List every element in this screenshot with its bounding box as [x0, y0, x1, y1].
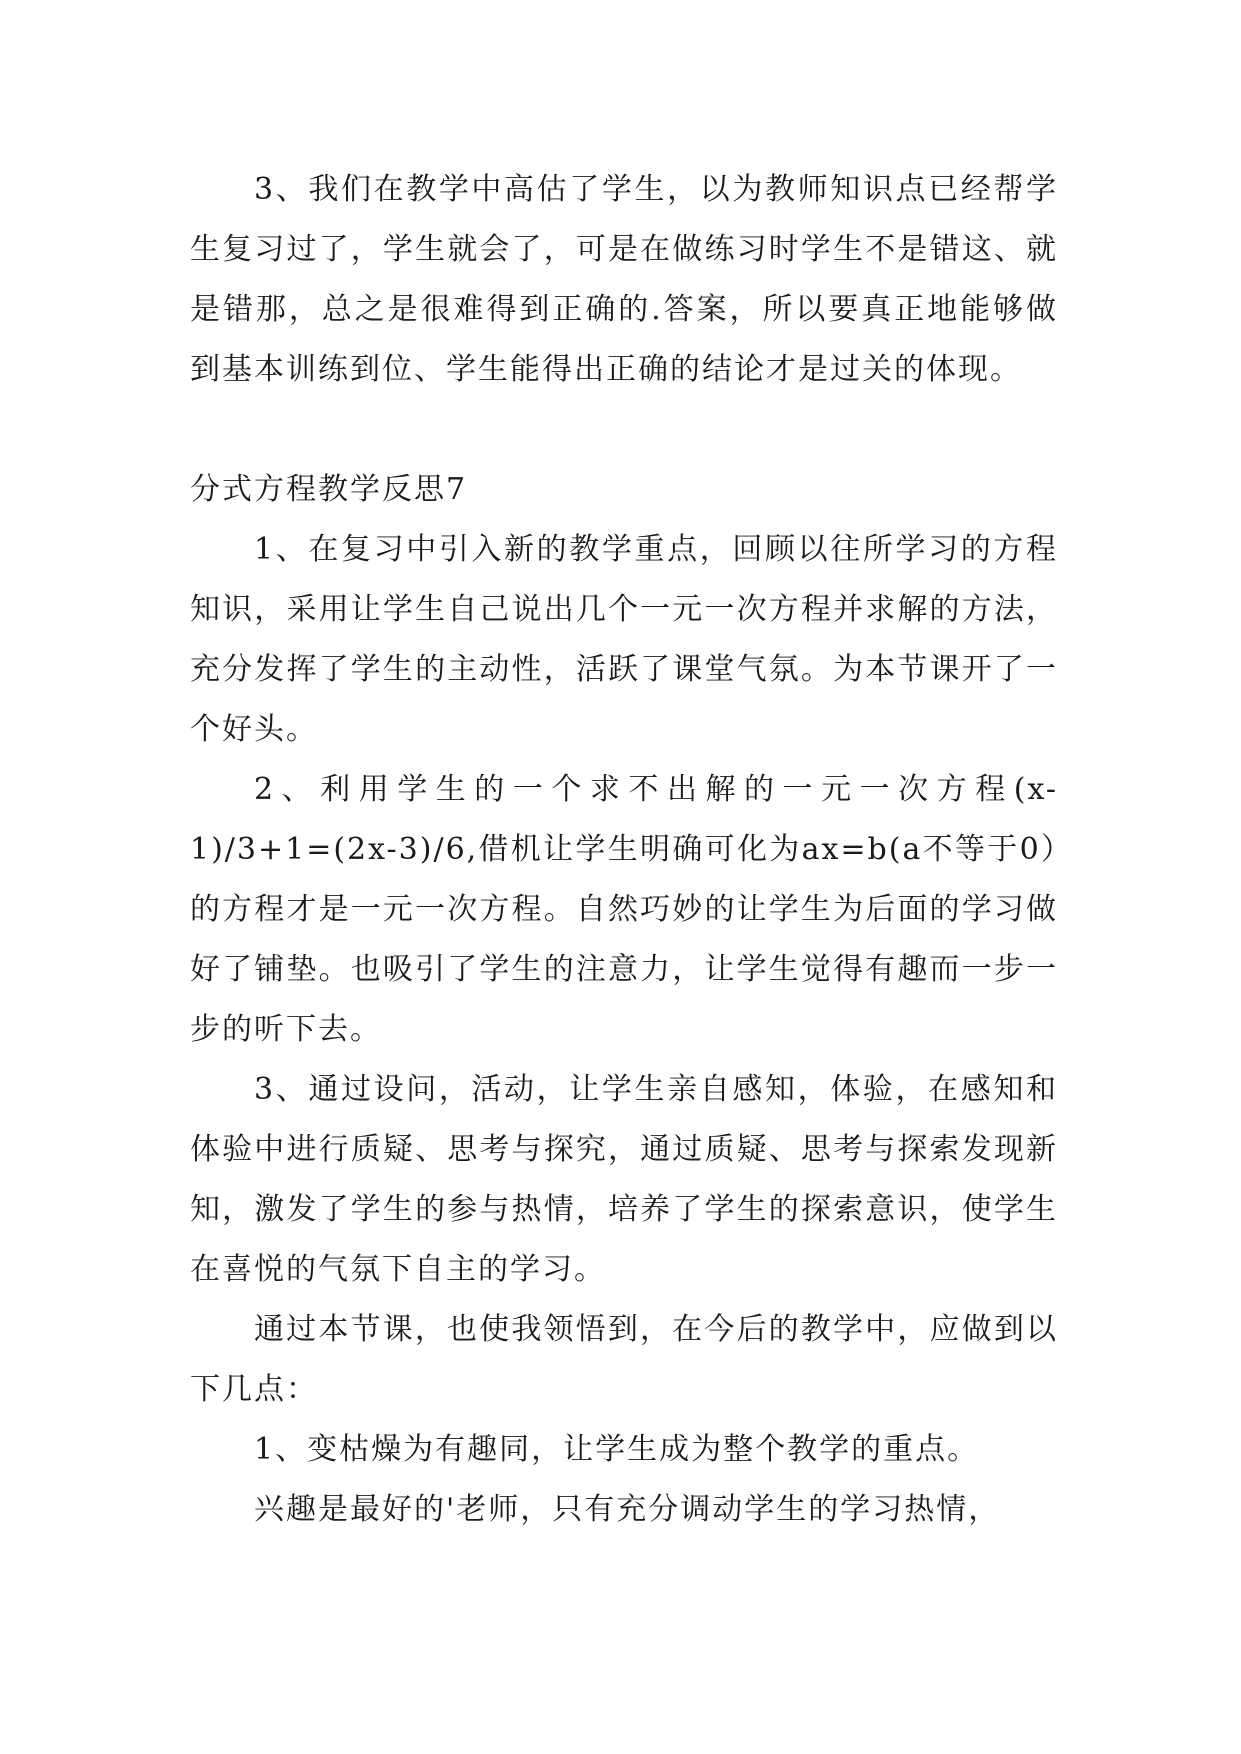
paragraph-point-2: 2、利用学生的一个求不出解的一元一次方程(x-1)/3+1=(2x-3)/6,借机让学生明确可化为ax=b(a不等于0）的方程才是一元一次方程。自然巧妙的让学生为后面的学习做好了铺垫。也吸引了学生的注意力，让学生觉得有趣而一步一步的听下去。 [190, 772, 1058, 1047]
section-heading: 分式方程教学反思7 [190, 472, 468, 507]
document-body [190, 160, 1058, 1540]
paragraph-point-1: 1、在复习中引入新的教学重点，回顾以往所学习的方程知识，采用让学生自己说出几个一元一次方程并求解的方法，充分发挥了学生的主动性，活跃了课堂气氛。为本节课开了一个好头。 [190, 532, 1058, 747]
paragraph-lesson-1: 1、变枯燥为有趣同，让学生成为整个教学的重点。 [254, 1432, 980, 1467]
paragraph-point-3: 3、通过设问，活动，让学生亲自感知，体验，在感知和体验中进行质疑、思考与探究，通过质疑、思考与探索发现新知，激发了学生的参与热情，培养了学生的探索意识，使学生在喜悦的气氛下自主的学习。 [190, 1072, 1058, 1287]
paragraph-interest: 兴趣是最好的'老师，只有充分调动学生的学习热情， [254, 1492, 1001, 1527]
paragraph-summary: 通过本节课，也使我领悟到，在今后的教学中，应做到以下几点： [190, 1312, 1058, 1407]
paragraph-reflection-3: 3、我们在教学中高估了学生，以为教师知识点已经帮学生复习过了，学生就会了，可是在做练习时学生不是错这、就是错那，总之是很难得到正确的.答案，所以要真正地能够做到基本训练到位、学生能得出正确的结论才是过关的体现。 [190, 172, 1058, 387]
